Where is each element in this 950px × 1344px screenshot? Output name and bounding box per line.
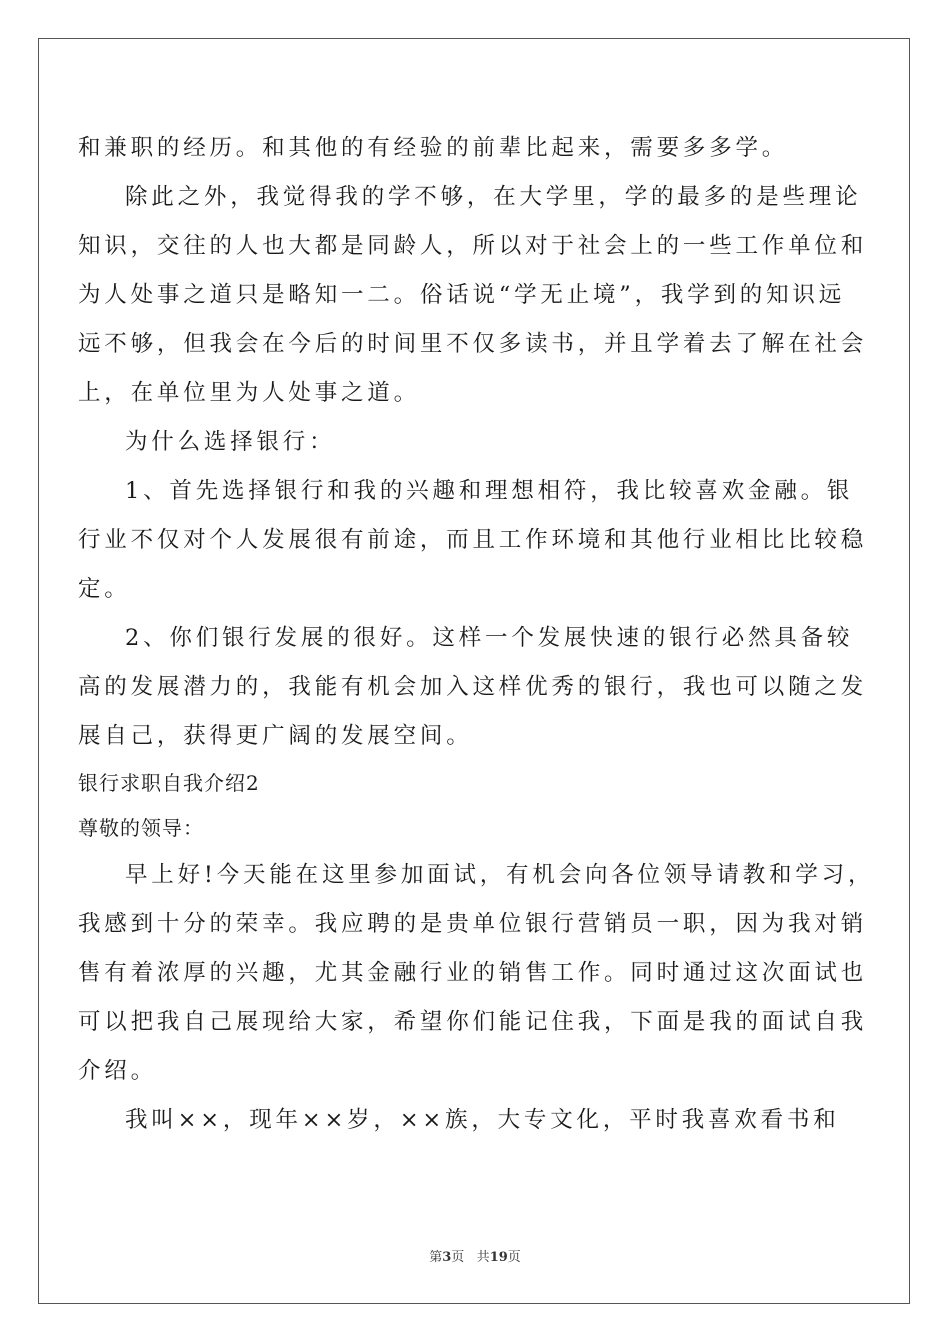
- text-line: 上，在单位里为人处事之道。: [78, 380, 420, 406]
- page-number: 3: [442, 1250, 452, 1265]
- document-body: [78, 124, 875, 1145]
- text-line: 为什么选择银行：: [125, 429, 336, 455]
- text-line: 介绍。: [78, 1058, 157, 1084]
- text-line: 定。: [78, 576, 131, 602]
- section-heading: 尊敬的领导：: [78, 816, 204, 840]
- text-line: 早上好!今天能在这里参加面试，有机会向各位领导请教和学习，: [125, 862, 875, 888]
- text-line: 为人处事之道只是略知一二。俗话说“学无止境”，我学到的知识远: [78, 282, 846, 308]
- text-line: 知识，交往的人也大都是同龄人，所以对于社会上的一些工作单位和: [78, 233, 868, 259]
- text-line: 可以把我自己展现给大家，希望你们能记住我，下面是我的面试自我: [78, 1009, 868, 1035]
- text-line: 1、首先选择银行和我的兴趣和理想相符，我比较喜欢金融。银: [125, 478, 854, 504]
- total-pages: 19: [489, 1250, 508, 1265]
- page-prefix: 第: [429, 1250, 443, 1265]
- text-line: 2、你们银行发展的很好。这样一个发展快速的银行必然具备较: [125, 625, 854, 651]
- text-line: 我感到十分的荣幸。我应聘的是贵单位银行营销员一职，因为我对销: [78, 911, 868, 937]
- text-line: 除此之外，我觉得我的学不够，在大学里，学的最多的是些理论: [125, 184, 862, 210]
- text-line: 行业不仅对个人发展很有前途，而且工作环境和其他行业相比比较稳: [78, 527, 868, 553]
- page-suffix: 页: [451, 1250, 465, 1265]
- text-line: 售有着浓厚的兴趣，尤其金融行业的销售工作。同时通过这次面试也: [78, 960, 868, 986]
- text-line: 和兼职的经历。和其他的有经验的前辈比起来，需要多多学。: [78, 135, 789, 161]
- page-footer: [0, 1246, 950, 1265]
- text-line: 远不够，但我会在今后的时间里不仅多读书，并且学着去了解在社会: [78, 331, 868, 357]
- text-line: 我叫××，现年××岁，××族，大专文化，平时我喜欢看书和: [125, 1107, 840, 1133]
- text-line: 高的发展潜力的，我能有机会加入这样优秀的银行，我也可以随之发: [78, 674, 868, 700]
- total-prefix: 共: [476, 1250, 490, 1265]
- total-suffix: 页: [507, 1250, 521, 1265]
- text-line: 展自己，获得更广阔的发展空间。: [78, 723, 473, 749]
- section-heading: 银行求职自我介绍2: [78, 771, 260, 795]
